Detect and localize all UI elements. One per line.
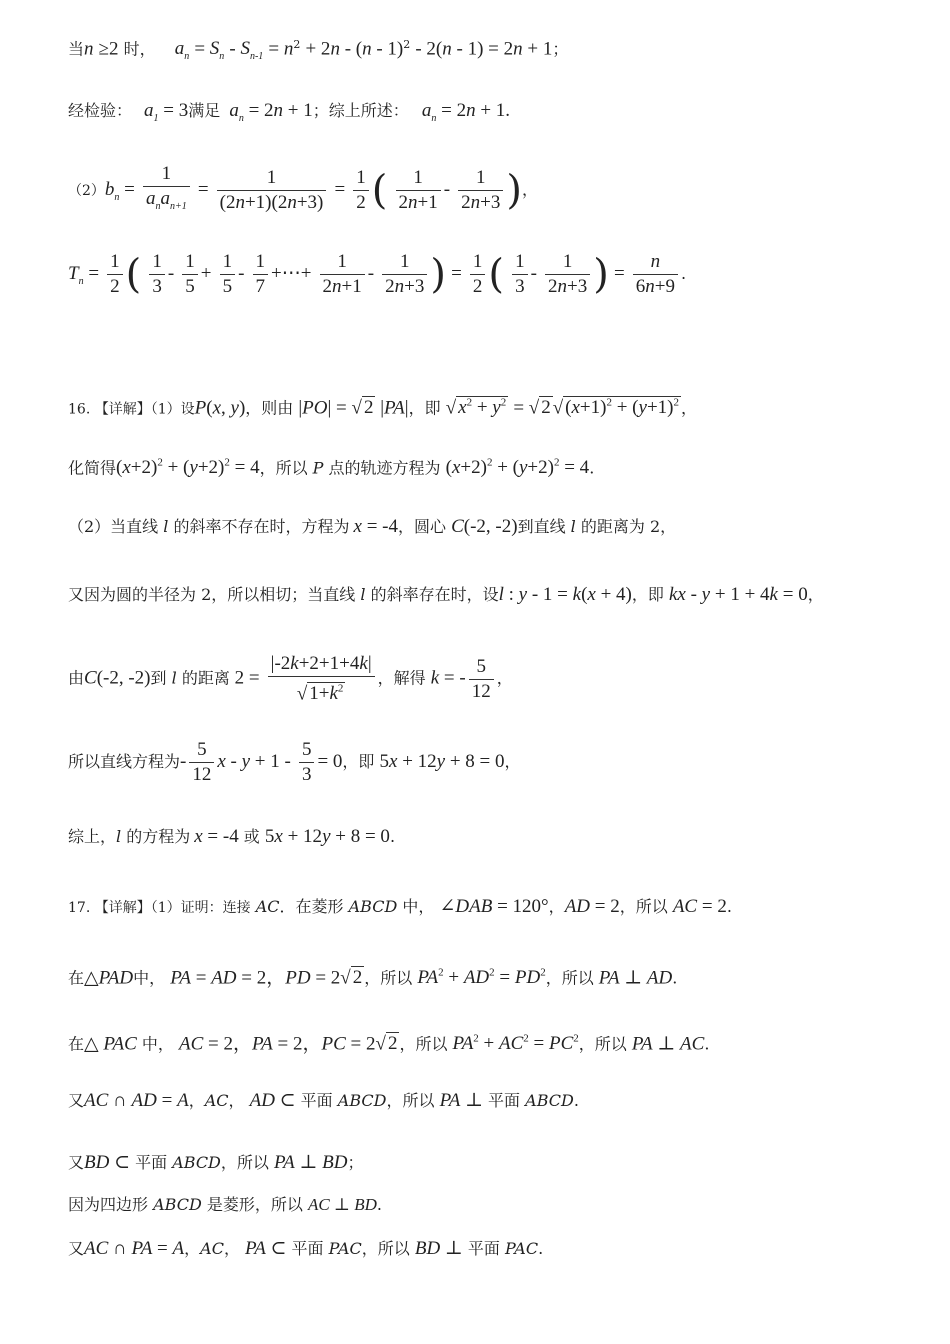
solution-line: 又BD ⊂ 平面 ABCD，所以 PA ⊥ BD； xyxy=(68,1152,364,1173)
solution-line: 当n ≥2 时， $a_n = S_n - S_{n-1} = n^2 + 2n - (n - 1)^2 - 2(n - 1) = 2n + 1$； xyxy=(68,38,569,63)
solution-line: 又AC ∩ AD = A，AC， AD ⊂ 平面 ABCD，所以 PA ⊥ 平面 ABCD. xyxy=(68,1090,579,1111)
solution-line: 化简得$(x+2)^2 + (y+2)^2 = 4$，所以 P 点的轨迹方程为 $(x+2)^2 + (y+2)^2 = 4$. xyxy=(68,457,595,479)
solution-line: 又因为圆的半径为 2，所以相切；当直线 l 的斜率存在时，设l : y - 1 = k(x + 4)，即 kx - y + 1 + 4k = 0， xyxy=(68,584,824,605)
solution-line: 17. 【详解】（1）证明：连接 AC．在菱形 ABCD 中， ∠DAB = 120°，AD = 2，所以 AC = 2. xyxy=(68,896,732,917)
solution-line: $T_n$ = $\frac{1}{2}$ ( $\frac{1}{3}$ - $\frac{1}{5}$ + $\frac{1}{5}$ - $\frac{1}{7}$ +⋯+ $\frac{1}{2n+1}$ - $\frac{1}{2n+3}$ ) = $\frac{1}{2}$ ( $\frac{1}{3}$ - $\frac{1}{2n+3}$ ) = $\frac{n}{6n+9}$ . xyxy=(68,251,687,298)
solution-line: 在△PAD中， PA = AD = 2，PD = 2√ 2 ，所以 $PA^2 + AD^2 = PD^2$，所以 PA ⊥ AD. xyxy=(68,967,678,989)
solution-line: 在△ PAC 中， AC = 2，PA = 2，PC = 2√ 2 ，所以 $PA^2 + AC^2 = PC^2$，所以 PA ⊥ AC. xyxy=(68,1033,710,1055)
solution-line: 综上，l 的方程为 x = -4 或 5x + 12y + 8 = 0. xyxy=(68,826,396,847)
solution-line: （2）当直线 l 的斜率不存在时，方程为 x = -4，圆心 C(-2, -2)到直线 l 的距离为 2， xyxy=(68,516,677,537)
solution-line: $(2)b_n$ = $\frac{1}{a_na_{n+1}}$ = $\frac{1}{(2n+1)(2n+3)}$ = $\frac{1}{2}$ ( $\frac{1}{2n+1}$ - $\frac{1}{2n+3}$ )， xyxy=(68,163,538,214)
solution-line: 所以直线方程为- $\frac{5}{12}$ x - y + 1 - $\frac{5}{3}$ = 0，即 5x + 12y + 8 = 0， xyxy=(68,739,521,785)
solution-line: 由C(-2, -2)到 l 的距离 2 = $\frac{|-2k+2+1+4k|}{√ 1+k^2}$ ，解得 k = - $\frac{5}{12}$ ， xyxy=(68,653,513,705)
solution-line: 因为四边形 ABCD 是菱形，所以 AC ⊥ BD. xyxy=(68,1195,382,1214)
solution-line: 又AC ∩ PA = A，AC， PA ⊂ 平面 PAC，所以 BD ⊥ 平面 PAC. xyxy=(68,1238,544,1259)
solution-line: 经检验： $a_1 = 3$满足 $a_n = 2n + 1$；综上所述： $a_n = 2n + 1$. xyxy=(68,100,511,124)
solution-line: 16. 【详解】（1）设P(x, y)，则由 |PO| = √ 2 |PA|，即 √ $x^2 + y^2$ = √ 2 √ $(x+1)^2 + (y+1)^2$ ， xyxy=(68,397,698,419)
